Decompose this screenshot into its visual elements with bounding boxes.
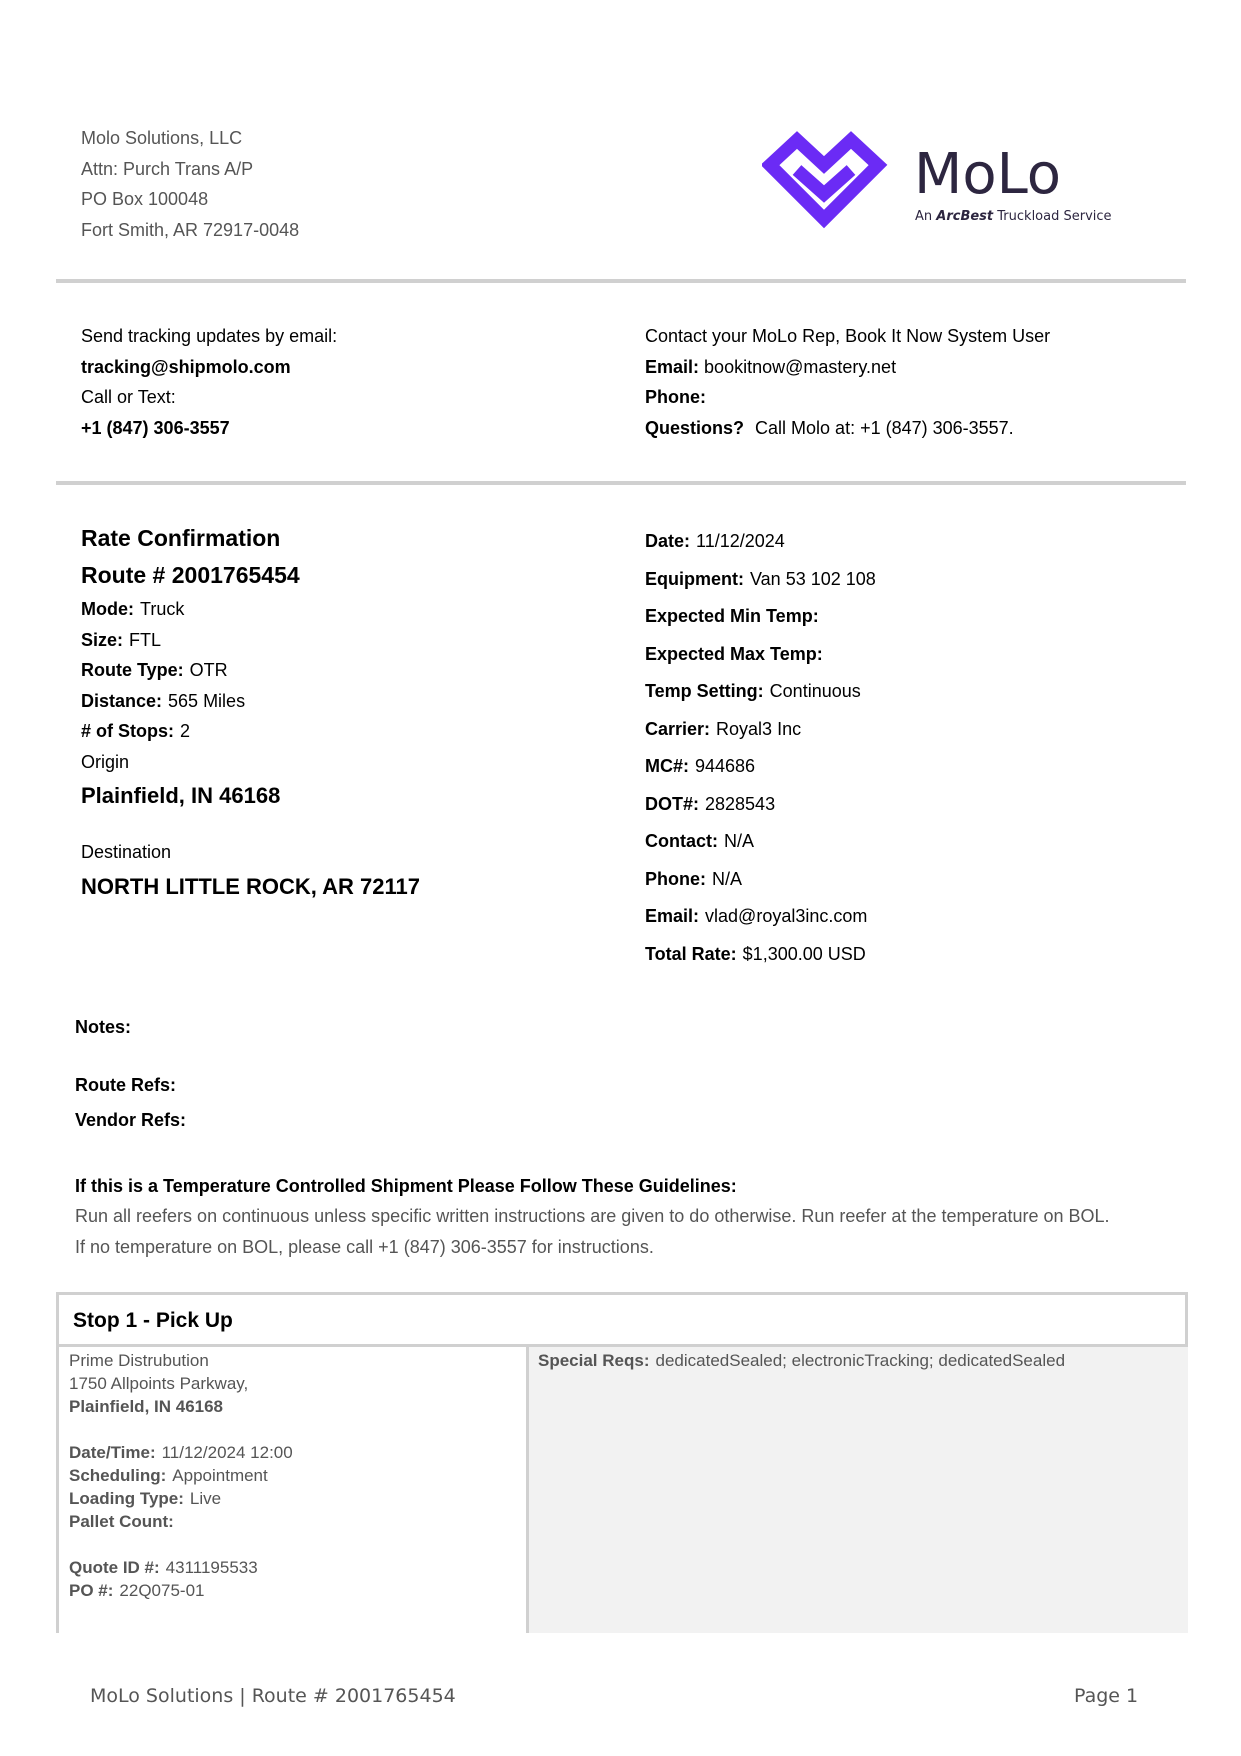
route-refs-label: Route Refs: — [75, 1075, 177, 1095]
rep-questions-row — [645, 413, 1050, 444]
rep-questions-label: Questions? — [645, 417, 745, 438]
rate-field: Size: FTL — [81, 629, 162, 650]
stop-field: Date/Time: 11/12/2024 12:00 — [69, 1443, 293, 1462]
stop-street: 1750 Allpoints Parkway, — [69, 1374, 249, 1393]
rate-field: Total Rate: $1,300.00 USD — [645, 943, 866, 964]
rate-field: Mode: Truck — [81, 599, 185, 619]
rate-field: Expected Min Temp: — [645, 606, 819, 626]
rate-field: Temp Setting: Continuous — [645, 681, 861, 701]
logo-wordmark: MoLo — [914, 142, 1062, 207]
rep-email-row — [645, 352, 1050, 383]
stop-field: Quote ID #: 4311195533 — [69, 1558, 258, 1577]
stop-card — [56, 1292, 1188, 1633]
rate-field: Date: 11/12/2024 — [645, 531, 785, 551]
stop-field: Scheduling: Appointment — [69, 1466, 268, 1485]
notes-label: Notes: — [75, 1017, 132, 1037]
molo-logo — [762, 130, 1142, 230]
tracking-line: Send tracking updates by email: — [81, 326, 338, 346]
rep-phone-row — [645, 382, 1050, 413]
page-number: Page 1 — [1074, 1685, 1139, 1707]
address-line: Attn: Purch Trans A/P — [81, 158, 254, 179]
temperature-guidelines — [75, 1171, 1185, 1263]
rate-field: # of Stops: 2 — [81, 721, 191, 741]
logo-tagline-prefix: An — [915, 209, 933, 224]
destination-value: NORTH LITTLE ROCK, AR 72117 — [81, 873, 421, 899]
tracking-phone[interactable]: +1 (847) 306-3557 — [81, 417, 230, 438]
rate-field: Email: vlad@royal3inc.com — [645, 906, 868, 926]
molo-heart-icon — [762, 130, 1142, 230]
svg-text:An ArcBest Trucklo — [915, 209, 1112, 224]
rate-field: Route Type: OTR — [81, 660, 228, 680]
tracking-block — [81, 321, 337, 443]
stop-field: Special Reqs: dedicatedSealed; electronicTracking; dedicatedSealed — [538, 1351, 1066, 1370]
rate-title: Rate Confirmation — [81, 525, 281, 551]
stop-city: Plainfield, IN 46168 — [69, 1397, 224, 1416]
rate-field: Phone: N/A — [645, 868, 743, 889]
rate-details — [645, 523, 876, 973]
address-line: Fort Smith, AR 72917-0048 — [81, 219, 300, 240]
stop-field: Loading Type: Live — [69, 1489, 222, 1508]
rate-field: Carrier: Royal3 Inc — [645, 718, 802, 739]
logo-tagline-brand: ArcBest — [936, 209, 994, 224]
rep-line: Contact your MoLo Rep, Book It Now System User — [645, 326, 1051, 346]
stop-header — [59, 1295, 1185, 1347]
route-number: Route # 2001765454 — [81, 562, 300, 588]
rate-field: Distance: 565 Miles — [81, 690, 246, 711]
tracking-email[interactable]: tracking@shipmolo.com — [81, 356, 291, 377]
origin-value: Plainfield, IN 46168 — [81, 783, 281, 808]
stop-field: PO #: 22Q075-01 — [69, 1581, 205, 1600]
destination-label: Destination — [81, 842, 172, 862]
origin-label: Origin — [81, 751, 130, 772]
rate-field: DOT#: 2828543 — [645, 793, 776, 814]
logo-tagline-suffix: Truckload Service — [997, 209, 1112, 224]
rep-email-value[interactable]: bookitnow@mastery.net — [704, 356, 897, 377]
stop-special-requirements — [526, 1347, 1188, 1633]
stop-field: Pallet Count: — [69, 1512, 174, 1531]
divider — [56, 279, 1186, 283]
rate-field: Contact: N/A — [645, 831, 755, 851]
rep-email-label: Email: — [645, 356, 700, 377]
stop-title: Stop 1 - Pick Up — [73, 1309, 233, 1332]
rep-phone-label: Phone: — [645, 387, 706, 407]
rate-field: Equipment: Van 53 102 108 — [645, 568, 876, 589]
divider — [56, 481, 1186, 485]
tracking-line: Call or Text: — [81, 387, 176, 407]
rate-field: Expected Max Temp: — [645, 643, 823, 664]
rate-field: MC#: 944686 — [645, 756, 756, 776]
guidelines-title: If this is a Temperature Controlled Shipment Please Follow These Guidelines: — [75, 1176, 737, 1196]
stop-facility-name: Prime Distrubution — [69, 1351, 209, 1370]
address-line: Molo Solutions, LLC — [81, 128, 243, 148]
billing-address — [81, 123, 299, 245]
rate-summary — [81, 520, 601, 905]
rep-questions-value: Call Molo at: +1 (847) 306-3557. — [755, 417, 1014, 438]
vendor-refs-label: Vendor Refs: — [75, 1110, 187, 1130]
guidelines-text: Run all reefers on continuous unless specific written instructions are given to do otherwise. Run reefer at the temperature on BOL. — [75, 1206, 1110, 1226]
footer-route: MoLo Solutions | Route # 2001765454 — [90, 1685, 456, 1707]
guidelines-text: If no temperature on BOL, please call +1 (847) 306-3557 for instructions. — [75, 1237, 654, 1257]
address-line: PO Box 100048 — [81, 189, 209, 209]
rep-block — [645, 321, 1050, 443]
stop-details — [59, 1347, 526, 1633]
